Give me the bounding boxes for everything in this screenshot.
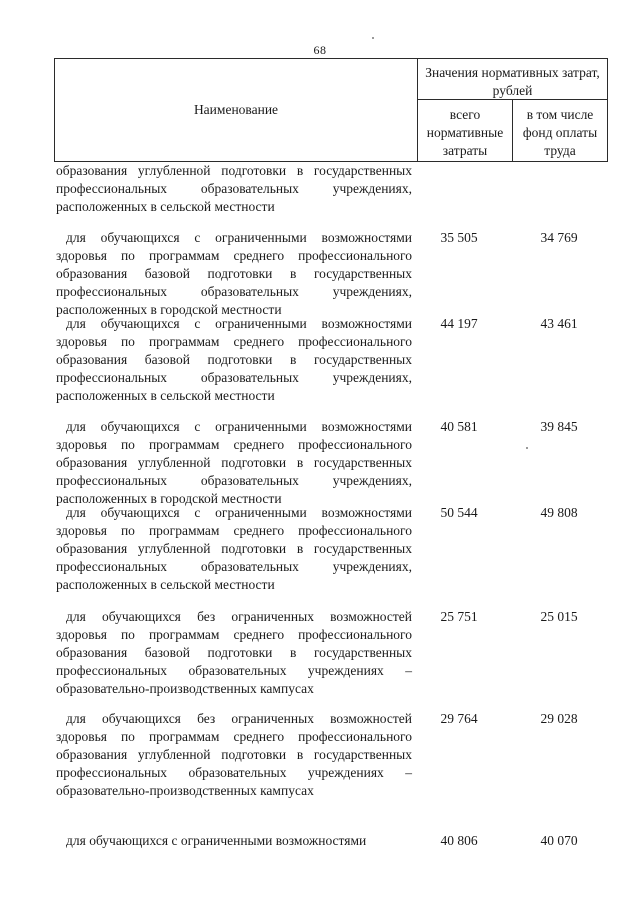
row-description: для обучающихся с ограниченными возможностями здоровья по программам среднего профессионального образования углубленной подготовки в государственных профессиональных образовательных учреждениях, расположенных в сельской местности xyxy=(56,505,412,592)
row-description: для обучающихся без ограниченных возможностей здоровья по программам среднего профессионального образования базовой подготовки в государственных профессиональных образовательных учреждениях – образовательно-производственных кампусах xyxy=(56,609,412,696)
column-header-values-title: Значения нормативных затрат, рублей xyxy=(418,59,607,100)
column-header-total: всего нормативные затраты xyxy=(418,100,513,161)
row-description: для обучающихся с ограниченными возможностями xyxy=(66,833,367,848)
column-header-wage: в том числе фонд оплаты труда xyxy=(522,107,598,158)
row-wage: 25 015 xyxy=(540,609,578,624)
row-description: для обучающихся с ограниченными возможностями здоровья по программам среднего профессионального образования углубленной подготовки в государственных профессиональных образовательных учреждениях, расположенных в городской местности xyxy=(56,419,412,506)
row-total: 25 751 xyxy=(440,609,478,624)
column-header-name-label: Наименование xyxy=(193,102,279,117)
row-description: для обучающихся с ограниченными возможностями здоровья по программам среднего профессионального образования базовой подготовки в государственных профессиональных образовательных учреждениях, расположенных в городской местности xyxy=(56,230,412,317)
scan-speck xyxy=(526,447,528,449)
row-description: для обучающихся без ограниченных возможностей здоровья по программам среднего профессионального образования углубленной подготовки в государственных профессиональных образовательных учреждениях – образовательно-производственных кампусах xyxy=(56,711,412,798)
row-wage: 29 028 xyxy=(540,711,578,726)
scan-speck xyxy=(372,37,374,39)
row-wage: 49 808 xyxy=(540,505,578,520)
row-total: 40 581 xyxy=(440,419,478,434)
row-total: 29 764 xyxy=(440,711,478,726)
row-total: 40 806 xyxy=(440,833,478,848)
row-wage: 43 461 xyxy=(540,316,578,331)
row-wage: 34 769 xyxy=(540,230,578,245)
row-total: 35 505 xyxy=(440,230,478,245)
row-total: 50 544 xyxy=(440,505,478,520)
row-wage: 40 070 xyxy=(540,833,578,848)
row-description: образования углубленной подготовки в государственных профессиональных образовательных учреждениях, расположенных в сельской местности xyxy=(56,163,412,214)
row-wage: 39 845 xyxy=(540,419,578,434)
row-description: для обучающихся с ограниченными возможностями здоровья по программам среднего профессионального образования базовой подготовки в государственных профессиональных образовательных учреждениях, расположенных в сельской местности xyxy=(56,316,412,403)
row-total: 44 197 xyxy=(440,316,478,331)
page-number: 68 xyxy=(313,43,327,57)
